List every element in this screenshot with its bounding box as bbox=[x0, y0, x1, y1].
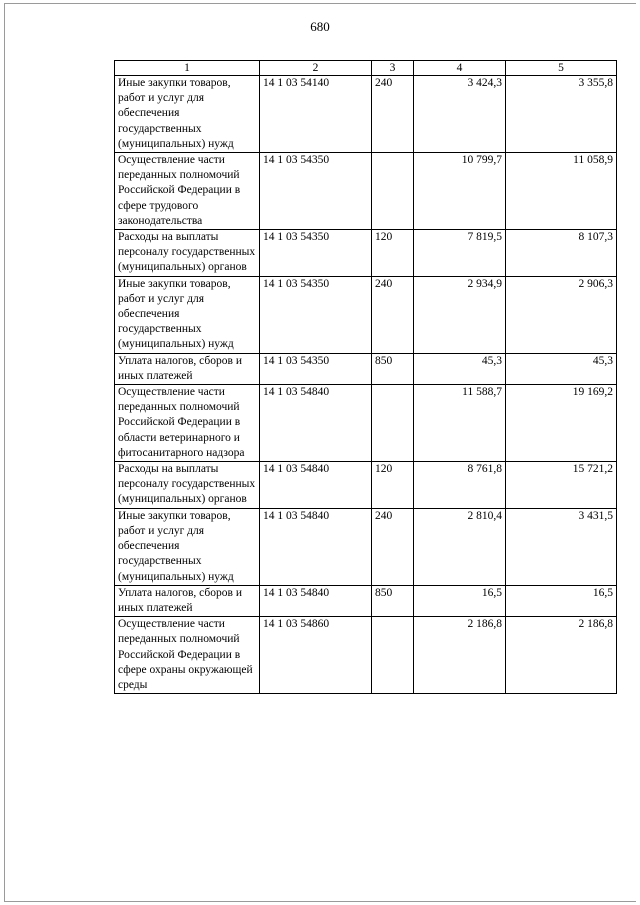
row-amount-1-cell: 45,3 bbox=[414, 353, 506, 384]
row-type-cell: 240 bbox=[372, 276, 414, 353]
row-code-cell: 14 1 03 54840 bbox=[260, 462, 372, 509]
table-row bbox=[115, 353, 617, 384]
row-amount-1-cell: 7 819,5 bbox=[414, 230, 506, 277]
row-type-cell: 850 bbox=[372, 353, 414, 384]
table-row bbox=[115, 276, 617, 353]
header-cell-5: 5 bbox=[506, 61, 617, 76]
row-code-cell: 14 1 03 54140 bbox=[260, 76, 372, 153]
row-amount-2-cell: 16,5 bbox=[506, 585, 617, 616]
row-code-cell: 14 1 03 54840 bbox=[260, 385, 372, 462]
row-amount-2-cell: 2 906,3 bbox=[506, 276, 617, 353]
header-cell-3: 3 bbox=[372, 61, 414, 76]
row-amount-2-cell: 3 355,8 bbox=[506, 76, 617, 153]
table-row bbox=[115, 153, 617, 230]
table-row bbox=[115, 230, 617, 277]
row-amount-2-cell: 15 721,2 bbox=[506, 462, 617, 509]
row-code-cell: 14 1 03 54350 bbox=[260, 230, 372, 277]
row-amount-1-cell: 2 186,8 bbox=[414, 617, 506, 694]
row-type-cell: 850 bbox=[372, 585, 414, 616]
row-amount-1-cell: 3 424,3 bbox=[414, 76, 506, 153]
row-code-cell: 14 1 03 54860 bbox=[260, 617, 372, 694]
row-name-cell: Иные закупки товаров, работ и услуг для обеспечения государственных (муниципальных) нужд bbox=[115, 276, 260, 353]
row-amount-2-cell: 19 169,2 bbox=[506, 385, 617, 462]
row-name-cell: Расходы на выплаты персоналу государственных (муниципальных) органов bbox=[115, 462, 260, 509]
budget-table bbox=[114, 60, 617, 694]
table-row bbox=[115, 462, 617, 509]
row-amount-2-cell: 11 058,9 bbox=[506, 153, 617, 230]
row-name-cell: Осуществление части переданных полномочий Российской Федерации в сфере трудового законодательства bbox=[115, 153, 260, 230]
table-row bbox=[115, 76, 617, 153]
scan-border-left bbox=[4, 3, 5, 901]
row-name-cell: Расходы на выплаты персоналу государственных (муниципальных) органов bbox=[115, 230, 260, 277]
row-code-cell: 14 1 03 54350 bbox=[260, 153, 372, 230]
table-row bbox=[115, 385, 617, 462]
row-amount-2-cell: 8 107,3 bbox=[506, 230, 617, 277]
row-code-cell: 14 1 03 54350 bbox=[260, 353, 372, 384]
row-amount-1-cell: 2 810,4 bbox=[414, 508, 506, 585]
row-type-cell: 240 bbox=[372, 76, 414, 153]
row-name-cell: Уплата налогов, сборов и иных платежей bbox=[115, 353, 260, 384]
row-amount-2-cell: 3 431,5 bbox=[506, 508, 617, 585]
row-amount-2-cell: 2 186,8 bbox=[506, 617, 617, 694]
header-cell-4: 4 bbox=[414, 61, 506, 76]
table-row bbox=[115, 585, 617, 616]
header-cell-2: 2 bbox=[260, 61, 372, 76]
table-row bbox=[115, 617, 617, 694]
row-type-cell: 120 bbox=[372, 462, 414, 509]
row-type-cell bbox=[372, 617, 414, 694]
row-type-cell bbox=[372, 153, 414, 230]
row-amount-1-cell: 10 799,7 bbox=[414, 153, 506, 230]
row-amount-1-cell: 2 934,9 bbox=[414, 276, 506, 353]
row-name-cell: Осуществление части переданных полномочий Российской Федерации в области ветеринарного и фитосанитарного надзора bbox=[115, 385, 260, 462]
row-code-cell: 14 1 03 54350 bbox=[260, 276, 372, 353]
row-code-cell: 14 1 03 54840 bbox=[260, 585, 372, 616]
row-type-cell: 240 bbox=[372, 508, 414, 585]
scan-border-bottom bbox=[4, 901, 636, 902]
scan-border-top bbox=[4, 3, 636, 4]
row-amount-2-cell: 45,3 bbox=[506, 353, 617, 384]
table-row bbox=[115, 508, 617, 585]
row-type-cell bbox=[372, 385, 414, 462]
row-name-cell: Иные закупки товаров, работ и услуг для обеспечения государственных (муниципальных) нужд bbox=[115, 508, 260, 585]
page-number: 680 bbox=[310, 19, 330, 34]
row-type-cell: 120 bbox=[372, 230, 414, 277]
row-name-cell: Осуществление части переданных полномочий Российской Федерации в сфере охраны окружающей среды bbox=[115, 617, 260, 694]
header-cell-1: 1 bbox=[115, 61, 260, 76]
row-name-cell: Уплата налогов, сборов и иных платежей bbox=[115, 585, 260, 616]
header-row bbox=[115, 61, 617, 76]
row-amount-1-cell: 16,5 bbox=[414, 585, 506, 616]
row-code-cell: 14 1 03 54840 bbox=[260, 508, 372, 585]
row-amount-1-cell: 11 588,7 bbox=[414, 385, 506, 462]
row-amount-1-cell: 8 761,8 bbox=[414, 462, 506, 509]
row-name-cell: Иные закупки товаров, работ и услуг для обеспечения государственных (муниципальных) нужд bbox=[115, 76, 260, 153]
